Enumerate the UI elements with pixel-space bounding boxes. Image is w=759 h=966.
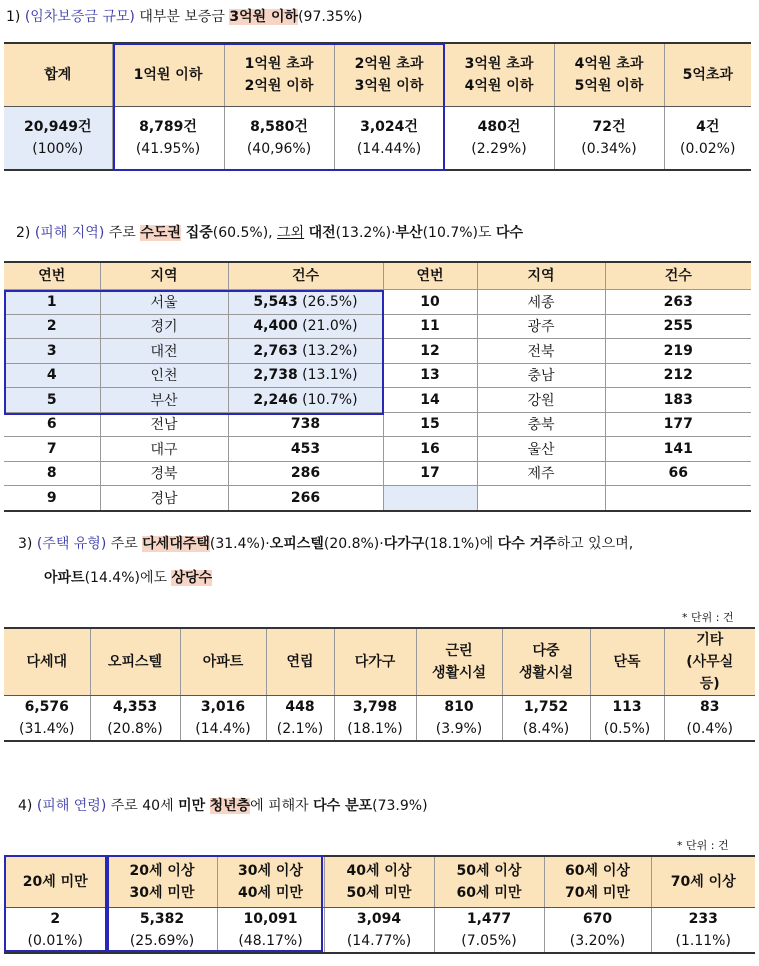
- cell-count-2: 212: [605, 363, 751, 388]
- heading-bold-text: 대전: [308, 225, 336, 241]
- header-text: 오피스텔: [107, 654, 163, 670]
- cell-no: 4: [4, 363, 100, 388]
- cell-region: 경남: [100, 486, 228, 511]
- data-cell: [434, 908, 544, 954]
- cell-region-2: 울산: [477, 437, 605, 462]
- table-row: [4, 437, 751, 462]
- column-header: [651, 856, 755, 908]
- cell-count: [228, 388, 383, 413]
- percent-value: (18.1%): [347, 721, 403, 737]
- percent-value: (48.17%): [238, 933, 303, 949]
- cell-count-2: 183: [605, 388, 751, 413]
- count-value: 3,094: [356, 911, 402, 927]
- heading-bold-text: 오피스텔: [269, 536, 324, 552]
- section-topic: (피해 지역): [34, 225, 105, 241]
- cell-count-2: 255: [605, 314, 751, 339]
- heading-percent: (13.2%)·: [335, 225, 396, 241]
- cell-300m-400m: [444, 107, 554, 171]
- section-topic: (피해 연령): [36, 798, 107, 814]
- count-value: 3,798: [352, 699, 398, 715]
- heading-text: 하고 있으며,: [556, 536, 634, 552]
- heading-percent: (60.5%),: [212, 225, 278, 241]
- count-value: 3,016: [200, 699, 246, 715]
- header-text: 20세 이상 30세 미만: [129, 863, 195, 901]
- cell-no-2: 10: [383, 290, 477, 315]
- header-text: 근린 생활시설: [431, 643, 487, 681]
- heading-percent: (31.4%)·: [209, 536, 270, 552]
- section-topic: (임차보증금 규모): [24, 9, 135, 25]
- count-value: 113: [612, 699, 642, 715]
- data-cell: [544, 908, 651, 954]
- header-text: 40세 이상 50세 미만: [346, 863, 412, 901]
- section3-heading-line2: [44, 567, 212, 587]
- percent-value: (7.05%): [461, 933, 517, 949]
- table-row: [4, 461, 751, 486]
- header-text: 다중 생활시설: [518, 643, 574, 681]
- count-value: 266: [290, 489, 321, 506]
- header-text: 연립: [286, 654, 314, 670]
- heading-bold-text: 다가구: [383, 536, 425, 552]
- cell-count-2: [605, 486, 751, 511]
- count-value: 8,580건: [250, 119, 308, 135]
- cell-region: 대전: [100, 339, 228, 364]
- header-no-2: 연번: [383, 262, 477, 290]
- count-value: 2: [50, 911, 61, 927]
- cell-region: 전남: [100, 412, 228, 437]
- header-text: 60세 이상 70세 미만: [565, 863, 630, 901]
- cell-no-2: 16: [383, 437, 477, 462]
- column-header: [324, 856, 434, 908]
- heading-percent: (14.4%)에도: [84, 570, 172, 586]
- percent-value: (3.9%): [435, 721, 483, 737]
- count-value: 6,576: [24, 699, 69, 715]
- percent-value: (14.77%): [346, 933, 412, 949]
- cell-region-2: [477, 486, 605, 511]
- table-row: [4, 339, 751, 364]
- table-row: [4, 412, 751, 437]
- header-text: 30세 이상 40세 미만: [238, 863, 303, 901]
- percent-value: (10.7%): [302, 391, 358, 408]
- header-text: 70세 이상: [670, 874, 736, 890]
- percent-value: (20.8%): [107, 721, 163, 737]
- data-cell: [324, 908, 434, 954]
- cell-count: [228, 339, 383, 364]
- data-cell: [217, 908, 324, 954]
- table-row: [4, 314, 751, 339]
- count-value: 286: [290, 465, 321, 482]
- section1-heading: [6, 6, 362, 26]
- cell-over-500m: [664, 107, 751, 171]
- heading-bold-text: 집중: [180, 225, 213, 241]
- percent-value: (14.44%): [356, 141, 422, 157]
- table-row: [4, 486, 751, 511]
- deposit-size-table: [4, 42, 751, 171]
- header-100m-200m: [224, 43, 334, 107]
- highlight-text: 3억원 이하: [229, 9, 299, 25]
- count-value: 2,246: [253, 391, 298, 408]
- data-cell: [4, 696, 90, 742]
- percent-value: (21.0%): [302, 318, 358, 335]
- column-header: [334, 628, 416, 696]
- cell-count: [228, 461, 383, 486]
- region-table: [4, 261, 751, 512]
- cell-no-2: 11: [383, 314, 477, 339]
- cell-count: [228, 363, 383, 388]
- heading-text: 에 피해자: [250, 798, 314, 814]
- heading-text: 주로: [106, 536, 143, 552]
- column-header: [4, 856, 107, 908]
- count-value: 4,400: [253, 318, 298, 335]
- count-value: 448: [285, 699, 315, 715]
- column-header: [590, 628, 664, 696]
- cell-no-2: 12: [383, 339, 477, 364]
- data-cell: [90, 696, 180, 742]
- percent-value: (0.34%): [581, 141, 637, 157]
- count-value: 20,949건: [23, 119, 92, 135]
- header-text: 3억원 초과 4억원 이하: [464, 56, 534, 94]
- header-text: 단독: [613, 654, 641, 670]
- header-400m-500m: [554, 43, 664, 107]
- heading-text: 대부분 보증금: [134, 9, 230, 25]
- column-header: [107, 856, 217, 908]
- cell-no: 1: [4, 290, 100, 315]
- percent-value: (14.4%): [195, 721, 251, 737]
- percent-value: (3.20%): [569, 933, 626, 949]
- cell-no: 2: [4, 314, 100, 339]
- heading-bold-text: 부산: [395, 225, 423, 241]
- data-cell: [502, 696, 590, 742]
- heading-bold-text: 아파트: [44, 570, 85, 586]
- cell-count: [228, 412, 383, 437]
- data-cell: [651, 908, 755, 954]
- count-value: 2,738: [253, 367, 298, 384]
- header-text: 20세 미만: [22, 874, 88, 890]
- percent-value: (1.11%): [675, 933, 731, 949]
- header-200m-300m: [334, 43, 444, 107]
- column-header: [434, 856, 544, 908]
- percent-value: (0.5%): [603, 721, 651, 737]
- cell-region-2: 충남: [477, 363, 605, 388]
- data-cell: [180, 696, 266, 742]
- data-cell: [664, 696, 755, 742]
- column-header: [502, 628, 590, 696]
- header-over-500m: 5억초과: [664, 43, 751, 107]
- data-cell: [107, 908, 217, 954]
- count-value: 3,024건: [360, 119, 418, 135]
- column-header: [180, 628, 266, 696]
- section-number: 4): [18, 798, 37, 814]
- count-value: 4,353: [112, 699, 158, 715]
- count-value: 5,382: [139, 911, 185, 927]
- column-header: [664, 628, 755, 696]
- section-number: 2): [16, 225, 35, 241]
- header-region-2: 지역: [477, 262, 605, 290]
- header-text: 기타 (사무실 등): [686, 632, 734, 692]
- header-no: 연번: [4, 262, 100, 290]
- heading-text: [205, 798, 209, 814]
- heading-bold-text: 다수 거주: [497, 536, 557, 552]
- percent-value: (41.95%): [135, 141, 201, 157]
- heading-percent: (73.9%): [372, 798, 428, 814]
- age-group-table: [4, 855, 755, 954]
- cell-region-2: 충북: [477, 412, 605, 437]
- percent-value: (25.69%): [129, 933, 195, 949]
- column-header: [266, 628, 334, 696]
- count-value: 480건: [477, 119, 521, 135]
- count-value: 72건: [592, 119, 626, 135]
- percent-value: (13.2%): [302, 342, 358, 359]
- column-header: [416, 628, 502, 696]
- heading-percent: (10.7%)도: [422, 225, 496, 241]
- cell-region: 경북: [100, 461, 228, 486]
- data-cell: [416, 696, 502, 742]
- header-region: 지역: [100, 262, 228, 290]
- cell-region-2: 세종: [477, 290, 605, 315]
- percent-value: (40,96%): [246, 141, 312, 157]
- section-number: 1): [6, 9, 25, 25]
- percent-value: (13.1%): [302, 367, 358, 384]
- header-text: 다세대: [26, 654, 68, 670]
- cell-region-2: 제주: [477, 461, 605, 486]
- heading-bold-text: 다수: [495, 225, 524, 241]
- column-header: [217, 856, 324, 908]
- count-value: 8,789건: [139, 119, 197, 135]
- heading-bold-text: 미만: [178, 798, 206, 814]
- table-row: [4, 363, 751, 388]
- header-text: 1억원 초과 2억원 이하: [244, 56, 314, 94]
- cell-no: 3: [4, 339, 100, 364]
- percent-value: (31.4%): [19, 721, 75, 737]
- percent-value: (26.5%): [302, 293, 358, 310]
- cell-count-2: 263: [605, 290, 751, 315]
- count-value: 1,752: [523, 699, 569, 715]
- count-value: 738: [290, 416, 321, 433]
- heading-percent: (20.8%)·: [323, 536, 384, 552]
- data-cell: [266, 696, 334, 742]
- header-text: 4억원 초과 5억원 이하: [574, 56, 644, 94]
- percent-value: (0.02%): [680, 141, 736, 157]
- header-text: 다가구: [354, 654, 396, 670]
- cell-count-2: 219: [605, 339, 751, 364]
- heading-bold-text: 다수 분포: [313, 798, 373, 814]
- heading-percent: (18.1%)에: [424, 536, 498, 552]
- cell-count-2: 177: [605, 412, 751, 437]
- cell-region: 부산: [100, 388, 228, 413]
- section3-heading: [18, 533, 633, 553]
- header-text: 아파트: [202, 654, 244, 670]
- highlight-text: 청년층: [209, 798, 251, 814]
- percent-value: (8.4%): [522, 721, 570, 737]
- cell-no: 5: [4, 388, 100, 413]
- heading-text: 주로 40세: [106, 798, 179, 814]
- count-value: 453: [290, 440, 321, 457]
- table-row: [4, 290, 751, 315]
- cell-no-2: 14: [383, 388, 477, 413]
- cell-region: 인천: [100, 363, 228, 388]
- cell-count-2: 141: [605, 437, 751, 462]
- column-header: [4, 628, 90, 696]
- cell-count: [228, 290, 383, 315]
- count-value: 4건: [696, 119, 720, 135]
- heading-percent: (97.35%): [298, 9, 363, 25]
- header-count-2: 건수: [605, 262, 751, 290]
- percent-value: (2.1%): [276, 721, 324, 737]
- section-topic: (주택 유형): [36, 536, 107, 552]
- section2-heading: [16, 222, 523, 242]
- cell-region-2: 광주: [477, 314, 605, 339]
- cell-100m-200m: [224, 107, 334, 171]
- cell-200m-300m: [334, 107, 444, 171]
- count-value: 810: [444, 699, 474, 715]
- cell-count: [228, 314, 383, 339]
- count-value: 83: [700, 699, 720, 715]
- heading-text: 주로: [104, 225, 141, 241]
- header-under-100m: 1억원 이하: [112, 43, 224, 107]
- header-text: 50세 이상 60세 미만: [456, 863, 522, 901]
- cell-count-2: 66: [605, 461, 751, 486]
- section-number: 3): [18, 536, 37, 552]
- count-value: 10,091: [243, 911, 298, 927]
- cell-no-2: 17: [383, 461, 477, 486]
- cell-under-100m: [112, 107, 224, 171]
- count-value: 233: [688, 911, 718, 927]
- cell-400m-500m: [554, 107, 664, 171]
- section4-heading: [18, 795, 428, 815]
- unit-label: * 단위 : 건: [682, 611, 734, 624]
- column-header: [544, 856, 651, 908]
- housing-type-table: [4, 627, 755, 742]
- table-row: [4, 388, 751, 413]
- column-header: [90, 628, 180, 696]
- cell-region-2: 전북: [477, 339, 605, 364]
- data-cell: [4, 908, 107, 954]
- cell-count: [228, 437, 383, 462]
- heading-text: 그외: [277, 225, 305, 241]
- count-value: 670: [582, 911, 613, 927]
- cell-no-2: 13: [383, 363, 477, 388]
- header-total: 합계: [4, 43, 112, 107]
- cell-no: 9: [4, 486, 100, 511]
- header-300m-400m: [444, 43, 554, 107]
- header-count: 건수: [228, 262, 383, 290]
- cell-total: [4, 107, 112, 171]
- data-cell: [334, 696, 416, 742]
- highlight-text: 상당수: [171, 570, 213, 586]
- percent-value: (2.29%): [471, 141, 527, 157]
- highlight-text: 수도권: [140, 225, 181, 241]
- count-value: 1,477: [466, 911, 512, 927]
- percent-value: (0.01%): [27, 933, 83, 949]
- cell-no-2: [383, 486, 477, 511]
- cell-no-2: 15: [383, 412, 477, 437]
- unit-label: * 단위 : 건: [677, 839, 729, 852]
- cell-region-2: 강원: [477, 388, 605, 413]
- cell-region: 서울: [100, 290, 228, 315]
- percent-value: (0.4%): [686, 721, 733, 737]
- cell-region: 경기: [100, 314, 228, 339]
- count-value: 2,763: [253, 342, 298, 359]
- cell-count: [228, 486, 383, 511]
- cell-region: 대구: [100, 437, 228, 462]
- header-text: 2억원 초과 3억원 이하: [354, 56, 424, 94]
- highlight-text: 다세대주택: [142, 536, 210, 552]
- cell-no: 7: [4, 437, 100, 462]
- data-cell: [590, 696, 664, 742]
- percent-value: (100%): [32, 141, 84, 157]
- count-value: 5,543: [253, 293, 298, 310]
- cell-no: 8: [4, 461, 100, 486]
- cell-no: 6: [4, 412, 100, 437]
